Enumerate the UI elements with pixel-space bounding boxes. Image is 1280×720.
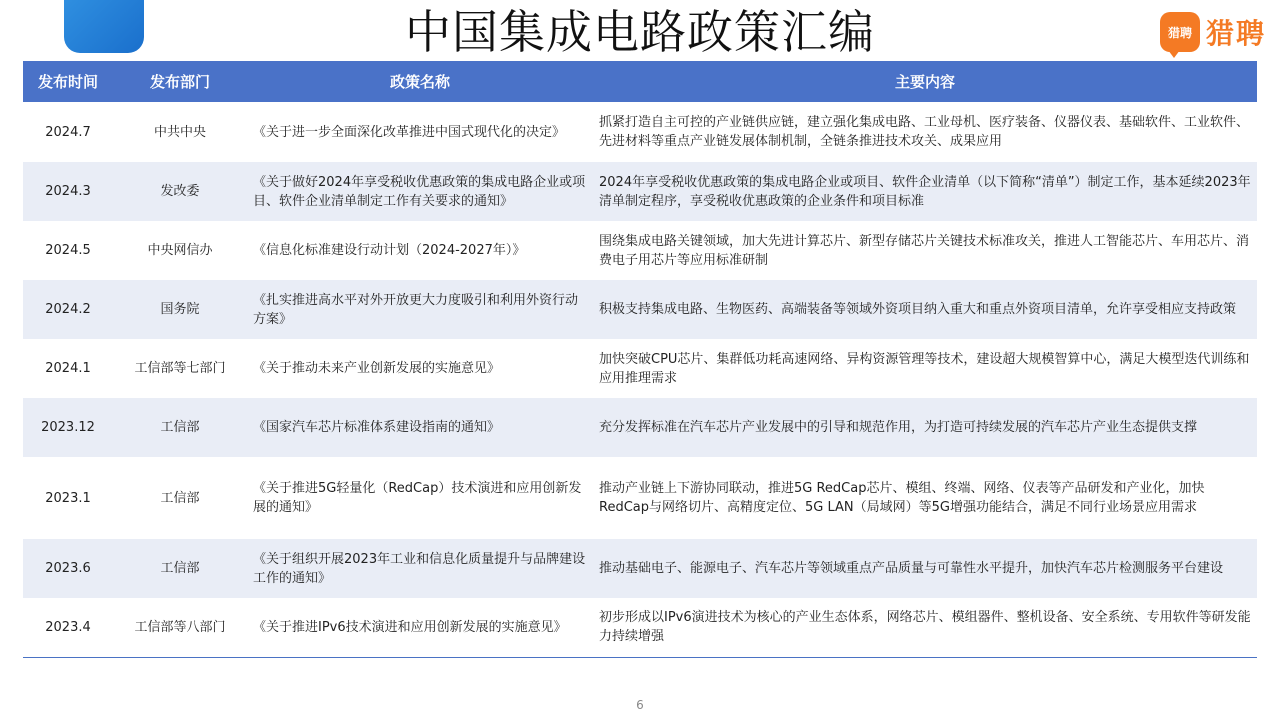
cell-date: 2024.1	[23, 339, 113, 398]
table-row	[23, 102, 1257, 162]
cell-date: 2023.1	[23, 457, 113, 539]
cell-policy-name: 《关于推进5G轻量化（RedCap）技术演进和应用创新发展的通知》	[247, 457, 593, 539]
cell-dept: 中共中央	[113, 102, 247, 162]
cell-content: 加快突破CPU芯片、集群低功耗高速网络、异构资源管理等技术，建设超大规模智算中心，满足大模型迭代训练和应用推理需求	[593, 339, 1257, 398]
table-row	[23, 339, 1257, 398]
page-title: 中国集成电路政策汇编	[405, 5, 875, 59]
cell-content: 2024年享受税收优惠政策的集成电路企业或项目、软件企业清单（以下简称“清单”）制定工作，基本延续2023年清单制定程序，享受税收优惠政策的企业条件和项目标准	[593, 162, 1257, 221]
table-row	[23, 221, 1257, 280]
table-row	[23, 280, 1257, 339]
cell-date: 2023.12	[23, 398, 113, 457]
cell-dept: 工信部等七部门	[113, 339, 247, 398]
cell-dept: 中央网信办	[113, 221, 247, 280]
cell-dept: 发改委	[113, 162, 247, 221]
cell-date: 2024.3	[23, 162, 113, 221]
cell-dept: 国务院	[113, 280, 247, 339]
column-header-dept: 发布部门	[113, 61, 247, 102]
cell-dept: 工信部	[113, 539, 247, 598]
table-row	[23, 162, 1257, 221]
cell-dept: 工信部	[113, 457, 247, 539]
cell-content: 围绕集成电路关键领域，加大先进计算芯片、新型存储芯片关键技术标准攻关，推进人工智能芯片、车用芯片、消费电子用芯片等应用标准研制	[593, 221, 1257, 280]
cell-content: 积极支持集成电路、生物医药、高端装备等领域外资项目纳入重大和重点外资项目清单，允许享受相应支持政策	[593, 280, 1257, 339]
cell-policy-name: 《国家汽车芯片标准体系建设指南的通知》	[247, 398, 593, 457]
table-row	[23, 539, 1257, 598]
cell-policy-name: 《扎实推进高水平对外开放更大力度吸引和利用外资行动方案》	[247, 280, 593, 339]
table-row	[23, 398, 1257, 457]
cell-content: 充分发挥标准在汽车芯片产业发展中的引导和规范作用，为打造可持续发展的汽车芯片产业生态提供支撑	[593, 398, 1257, 457]
column-header-policy-name: 政策名称	[247, 61, 593, 102]
logo-chat-bubble-icon: 猎聘	[1160, 12, 1200, 52]
page-number: 6	[636, 698, 644, 712]
cell-policy-name: 《关于推动未来产业创新发展的实施意见》	[247, 339, 593, 398]
cell-content: 推动基础电子、能源电子、汽车芯片等领域重点产品质量与可靠性水平提升，加快汽车芯片检测服务平台建设	[593, 539, 1257, 598]
policy-table	[23, 61, 1257, 658]
cell-content: 抓紧打造自主可控的产业链供应链，建立强化集成电路、工业母机、医疗装备、仪器仪表、基础软件、工业软件、先进材料等重点产业链发展体制机制，全链条推进技术攻关、成果应用	[593, 102, 1257, 162]
column-header-content: 主要内容	[593, 61, 1257, 102]
cell-date: 2024.7	[23, 102, 113, 162]
cell-date: 2024.5	[23, 221, 113, 280]
cell-content: 推动产业链上下游协同联动，推进5G RedCap芯片、模组、终端、网络、仪表等产品研发和产业化，加快RedCap与网络切片、高精度定位、5G LAN（局域网）等5G增强功能结合，满足不同行业场景应用需求	[593, 457, 1257, 539]
column-header-date: 发布时间	[23, 61, 113, 102]
cell-date: 2023.4	[23, 598, 113, 657]
liepin-logo	[1160, 10, 1266, 54]
cell-dept: 工信部	[113, 398, 247, 457]
cell-policy-name: 《关于进一步全面深化改革推进中国式现代化的决定》	[247, 102, 593, 162]
cell-date: 2024.2	[23, 280, 113, 339]
cell-dept: 工信部等八部门	[113, 598, 247, 657]
cell-policy-name: 《关于组织开展2023年工业和信息化质量提升与品牌建设工作的通知》	[247, 539, 593, 598]
cell-policy-name: 《信息化标准建设行动计划（2024-2027年）》	[247, 221, 593, 280]
cell-content: 初步形成以IPv6演进技术为核心的产业生态体系，网络芯片、模组器件、整机设备、安全系统、专用软件等研发能力持续增强	[593, 598, 1257, 657]
table-header-row	[23, 61, 1257, 102]
table-row	[23, 598, 1257, 657]
table-row	[23, 457, 1257, 539]
cell-policy-name: 《关于做好2024年享受税收优惠政策的集成电路企业或项目、软件企业清单制定工作有关要求的通知》	[247, 162, 593, 221]
cell-date: 2023.6	[23, 539, 113, 598]
cell-policy-name: 《关于推进IPv6技术演进和应用创新发展的实施意见》	[247, 598, 593, 657]
logo-text: 猎聘	[1205, 17, 1266, 50]
